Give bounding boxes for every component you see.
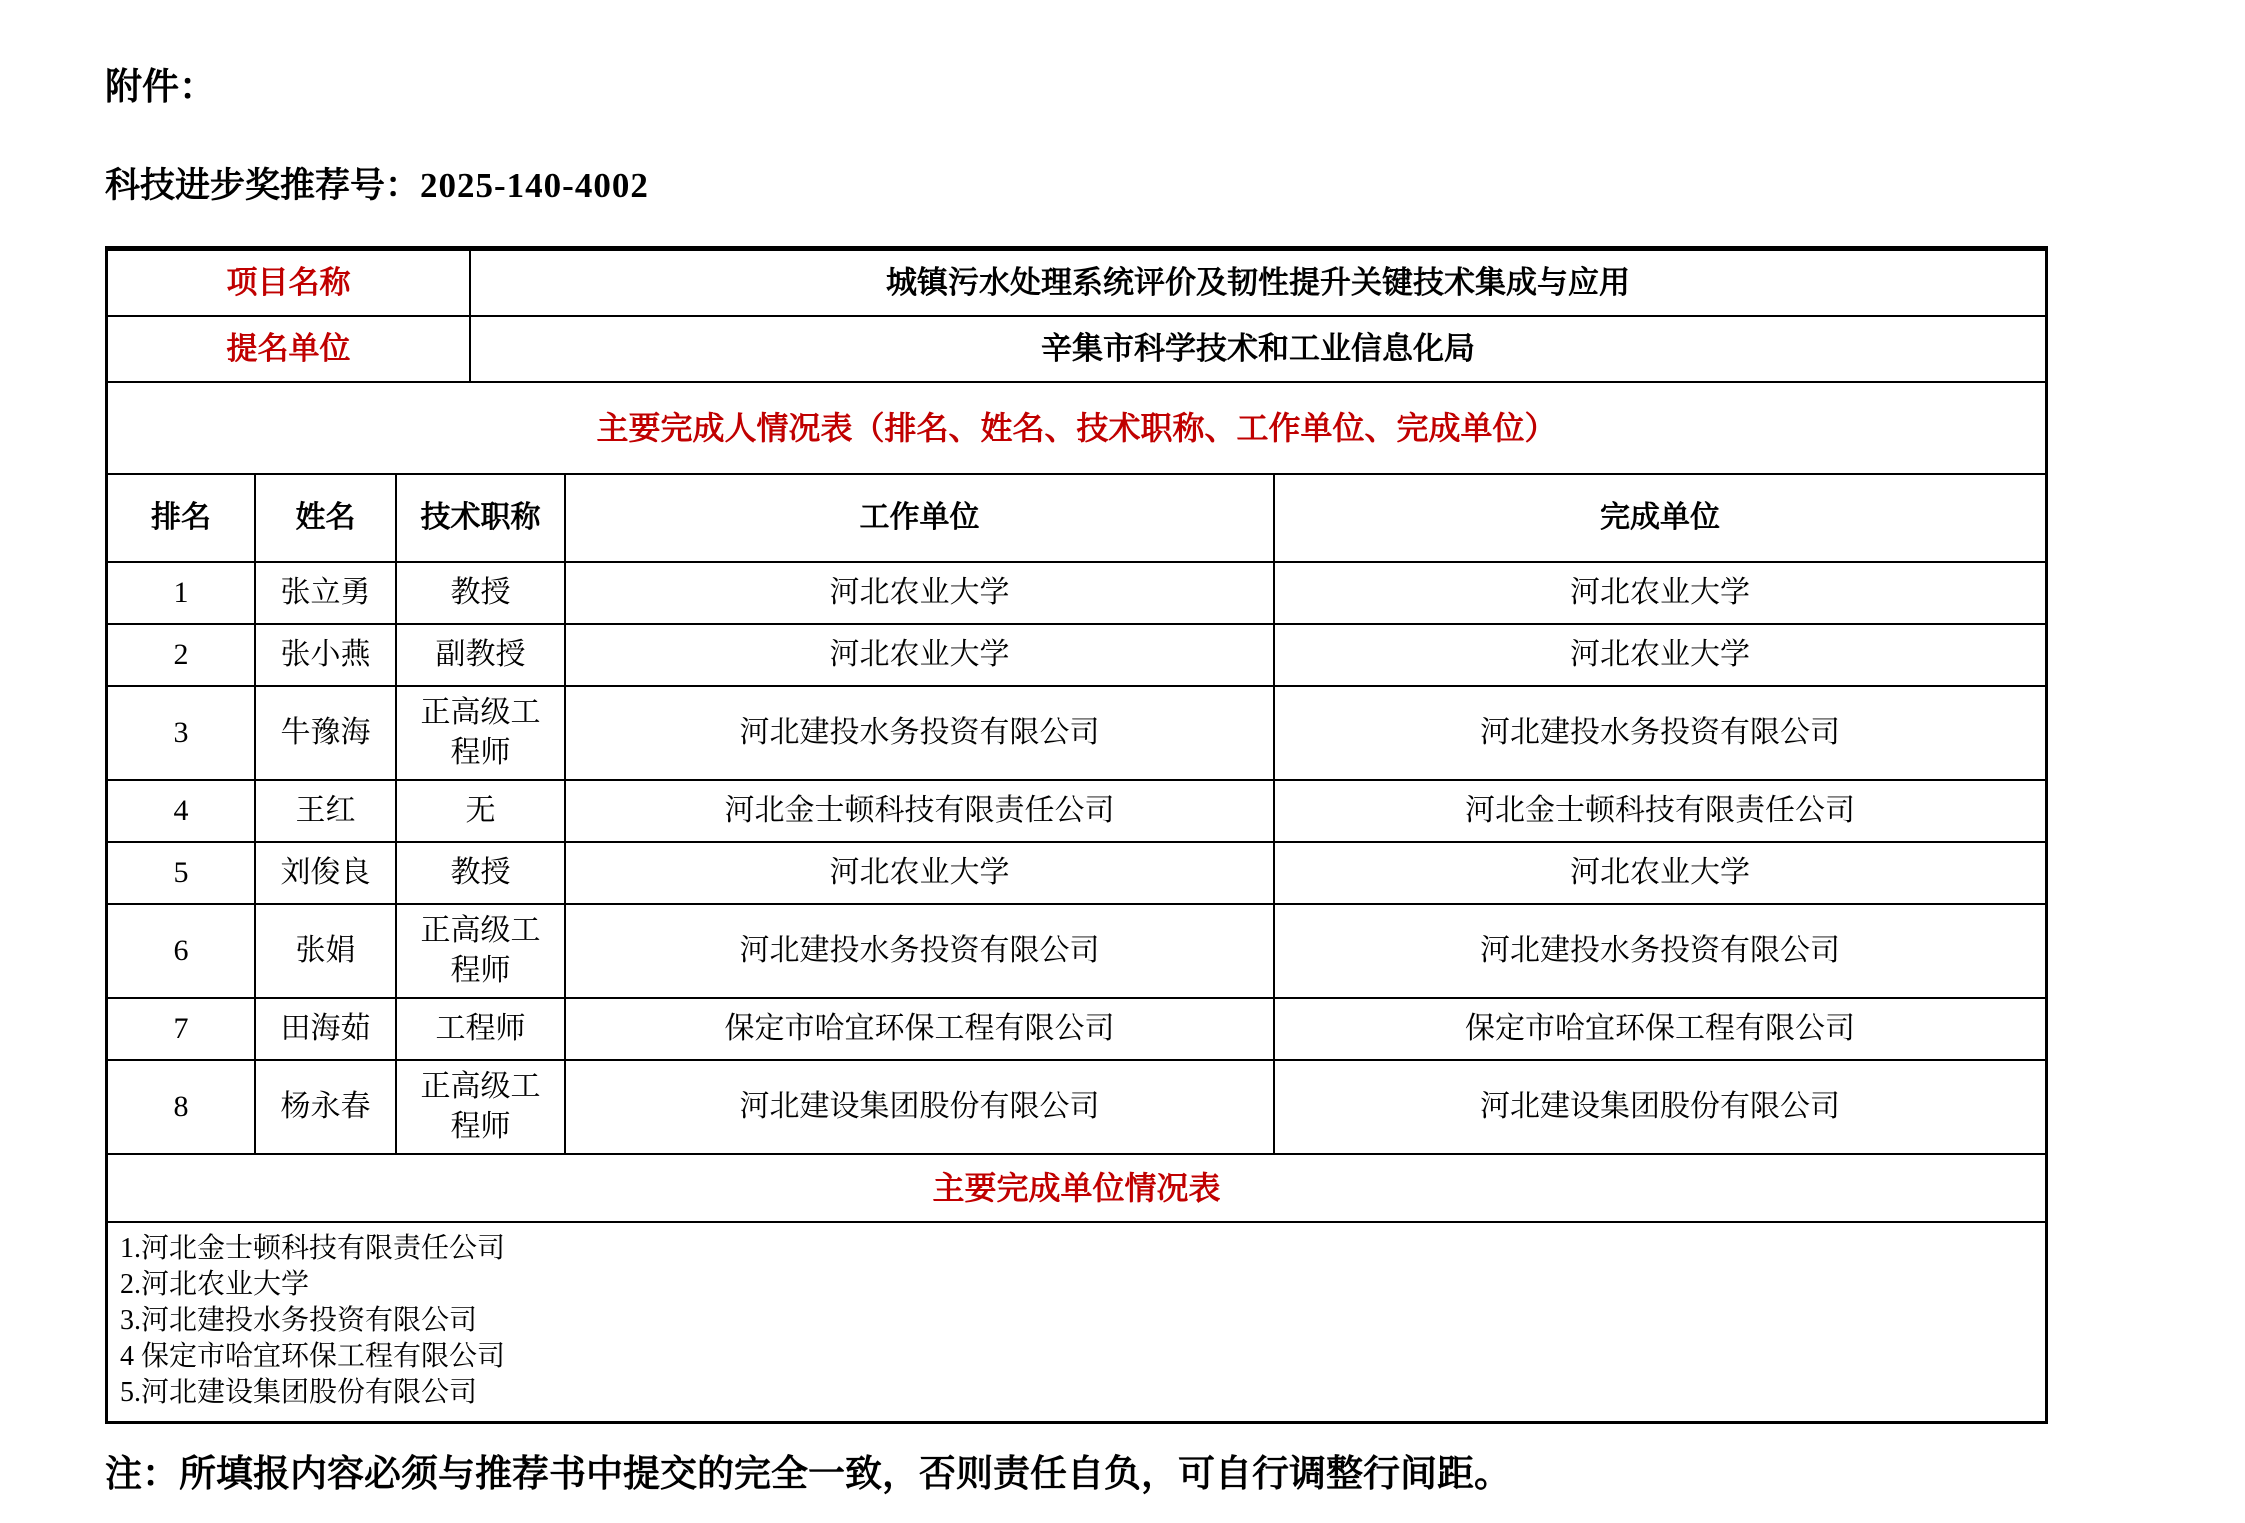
info-row-value: 城镇污水处理系统评价及韧性提升关键技术集成与应用 <box>469 251 2045 315</box>
unit-list <box>108 1223 515 1421</box>
person-rank: 3 <box>173 716 189 749</box>
info-row-label: 提名单位 <box>226 331 351 366</box>
person-name: 杨永春 <box>254 1061 395 1153</box>
person-tech-title: 正高级工程师 <box>395 1061 564 1153</box>
col-header-completion-unit: 完成单位 <box>1273 475 2045 561</box>
unit-list-item: 3.河北建投水务投资有限公司 <box>120 1305 478 1336</box>
col-header-work-unit: 工作单位 <box>564 475 1273 561</box>
person-completion-unit: 河北农业大学 <box>1273 625 2045 685</box>
person-rank: 4 <box>173 794 189 827</box>
person-row <box>108 903 2045 997</box>
person-tech-title: 无 <box>395 781 564 841</box>
person-name: 田海茹 <box>254 999 395 1059</box>
person-row <box>108 779 2045 841</box>
unit-list-item: 4 保定市哈宜环保工程有限公司 <box>120 1341 506 1372</box>
person-work-unit: 河北农业大学 <box>564 563 1273 623</box>
person-name: 刘俊良 <box>254 843 395 903</box>
person-rank: 7 <box>173 1012 189 1045</box>
person-row <box>108 1059 2045 1153</box>
person-rank: 6 <box>173 934 189 967</box>
person-rows <box>108 561 2045 1153</box>
person-work-unit: 河北金士顿科技有限责任公司 <box>564 781 1273 841</box>
person-tech-title: 副教授 <box>395 625 564 685</box>
person-name: 张立勇 <box>254 563 395 623</box>
attachment-label: 附件： <box>105 66 216 107</box>
person-name: 牛豫海 <box>254 687 395 779</box>
recommendation-number: 2025-140-4002 <box>420 166 649 205</box>
person-row <box>108 561 2045 623</box>
col-header-title: 技术职称 <box>395 475 564 561</box>
person-completion-unit: 河北农业大学 <box>1273 563 2045 623</box>
person-table-header <box>108 473 2045 561</box>
person-completion-unit: 河北建投水务投资有限公司 <box>1273 905 2045 997</box>
info-row-value: 辛集市科学技术和工业信息化局 <box>469 317 2045 381</box>
document-content <box>105 0 2048 1500</box>
person-name: 张小燕 <box>254 625 395 685</box>
person-rank: 5 <box>173 856 189 889</box>
person-rank: 8 <box>173 1090 189 1123</box>
person-work-unit: 河北建投水务投资有限公司 <box>564 905 1273 997</box>
unit-list-item: 1.河北金士顿科技有限责任公司 <box>120 1233 506 1264</box>
person-completion-unit: 河北农业大学 <box>1273 843 2045 903</box>
info-row <box>108 249 2045 315</box>
note-text: 注：所填报内容必须与推荐书中提交的完全一致，否则责任自负，可自行调整行间距。 <box>105 1454 1511 1495</box>
col-header-rank: 排名 <box>151 501 211 534</box>
person-work-unit: 河北农业大学 <box>564 843 1273 903</box>
person-rank: 2 <box>173 638 189 671</box>
person-work-unit: 保定市哈宜环保工程有限公司 <box>564 999 1273 1059</box>
person-row <box>108 685 2045 779</box>
person-tech-title: 正高级工程师 <box>395 905 564 997</box>
person-work-unit: 河北建设集团股份有限公司 <box>564 1061 1273 1153</box>
person-rank: 1 <box>173 576 189 609</box>
unit-list-item: 5.河北建设集团股份有限公司 <box>120 1377 478 1408</box>
info-rows <box>108 249 2045 381</box>
person-work-unit: 河北农业大学 <box>564 625 1273 685</box>
person-row <box>108 623 2045 685</box>
person-completion-unit: 河北建投水务投资有限公司 <box>1273 687 2045 779</box>
person-tech-title: 教授 <box>395 563 564 623</box>
info-row <box>108 315 2045 381</box>
unit-list-item: 2.河北农业大学 <box>120 1269 310 1300</box>
recommendation-line <box>105 162 2048 210</box>
person-name: 张娟 <box>254 905 395 997</box>
person-tech-title: 正高级工程师 <box>395 687 564 779</box>
person-section-title-row <box>108 381 2045 473</box>
person-tech-title: 工程师 <box>395 999 564 1059</box>
person-section-title: 主要完成人情况表（排名、姓名、技术职称、工作单位、完成单位） <box>596 410 1557 446</box>
unit-section-title: 主要完成单位情况表 <box>932 1170 1221 1206</box>
person-completion-unit: 河北建设集团股份有限公司 <box>1273 1061 2045 1153</box>
person-row <box>108 997 2045 1059</box>
unit-list-row <box>108 1221 2045 1421</box>
unit-section-title-row <box>108 1153 2045 1221</box>
person-completion-unit: 保定市哈宜环保工程有限公司 <box>1273 999 2045 1059</box>
person-row <box>108 841 2045 903</box>
person-completion-unit: 河北金士顿科技有限责任公司 <box>1273 781 2045 841</box>
person-tech-title: 教授 <box>395 843 564 903</box>
person-work-unit: 河北建投水务投资有限公司 <box>564 687 1273 779</box>
award-table <box>105 246 2048 1424</box>
person-name: 王红 <box>254 781 395 841</box>
recommendation-label: 科技进步奖推荐号： <box>105 166 421 205</box>
info-row-label: 项目名称 <box>226 265 351 300</box>
col-header-name: 姓名 <box>254 475 395 561</box>
